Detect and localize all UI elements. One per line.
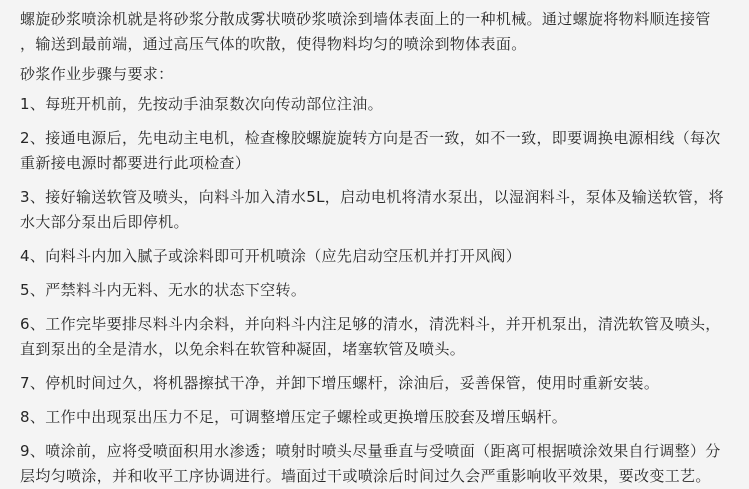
step-5-line-1: 5、严禁料斗内无料、无水的状态下空转。 [20,281,307,299]
step-1-line-1: 1、每班开机前，先按动手油泵数次向传动部位注油。 [20,95,383,113]
step-9-line-1: 9、喷涂前，应将受喷面积用水渗透；喷射时喷头尽量垂直与受喷面（距离可根据喷涂效果自行调整）分 [20,442,721,460]
document-body [20,7,739,489]
step-8-line-1: 8、工作中出现泵出压力不足，可调整增压定子螺栓或更换增压胶套及增压蜗杆。 [20,408,568,426]
step-2-line-2: 重新接电源时都要进行此项检查） [20,154,251,172]
step-7-line-1: 7、停机时间过久，将机器擦拭干净，并卸下增压螺杆，涂油后，妥善保管，使用时重新安装。 [20,374,660,392]
step-3-line-2: 水大部分泵出后即停机。 [20,213,189,231]
section-heading: 砂浆作业步骤与要求： [20,65,174,83]
step-3-line-1: 3、接好输送软管及喷头，向料斗加入清水5L，启动电机将清水泵出，以湿润料斗，泵体及输送软管，将 [20,188,724,206]
intro-line-1: 螺旋砂浆喷涂机就是将砂浆分散成雾状喷砂浆喷涂到墙体表面上的一种机械。通过螺旋将物料顺连接管 [20,10,711,28]
step-2-line-1: 2、接通电源后，先电动主电机，检查橡胶螺旋旋转方向是否一致，如不一致，即要调换电源相线（每次 [20,129,721,147]
step-6-line-2: 直到泵出的全是清水，以免余料在软管种凝固，堵塞软管及喷头。 [20,340,466,358]
step-4-line-1: 4、向料斗内加入腻子或涂料即可开机喷涂（应先启动空压机并打开风阀） [20,247,522,265]
step-6-line-1: 6、工作完毕要排尽料斗内余料，并向料斗内注足够的清水，清洗料斗，并开机泵出，清洗软管及喷头， [20,315,721,333]
step-9-line-2: 层均匀喷涂，并和收平工序协调进行。墙面过干或喷涂后时间过久会严重影响收平效果，要改变工艺。 [20,467,711,485]
intro-line-2: ，输送到最前端，通过高压气体的吹散，使得物料均匀的喷涂到物体表面。 [20,35,527,53]
